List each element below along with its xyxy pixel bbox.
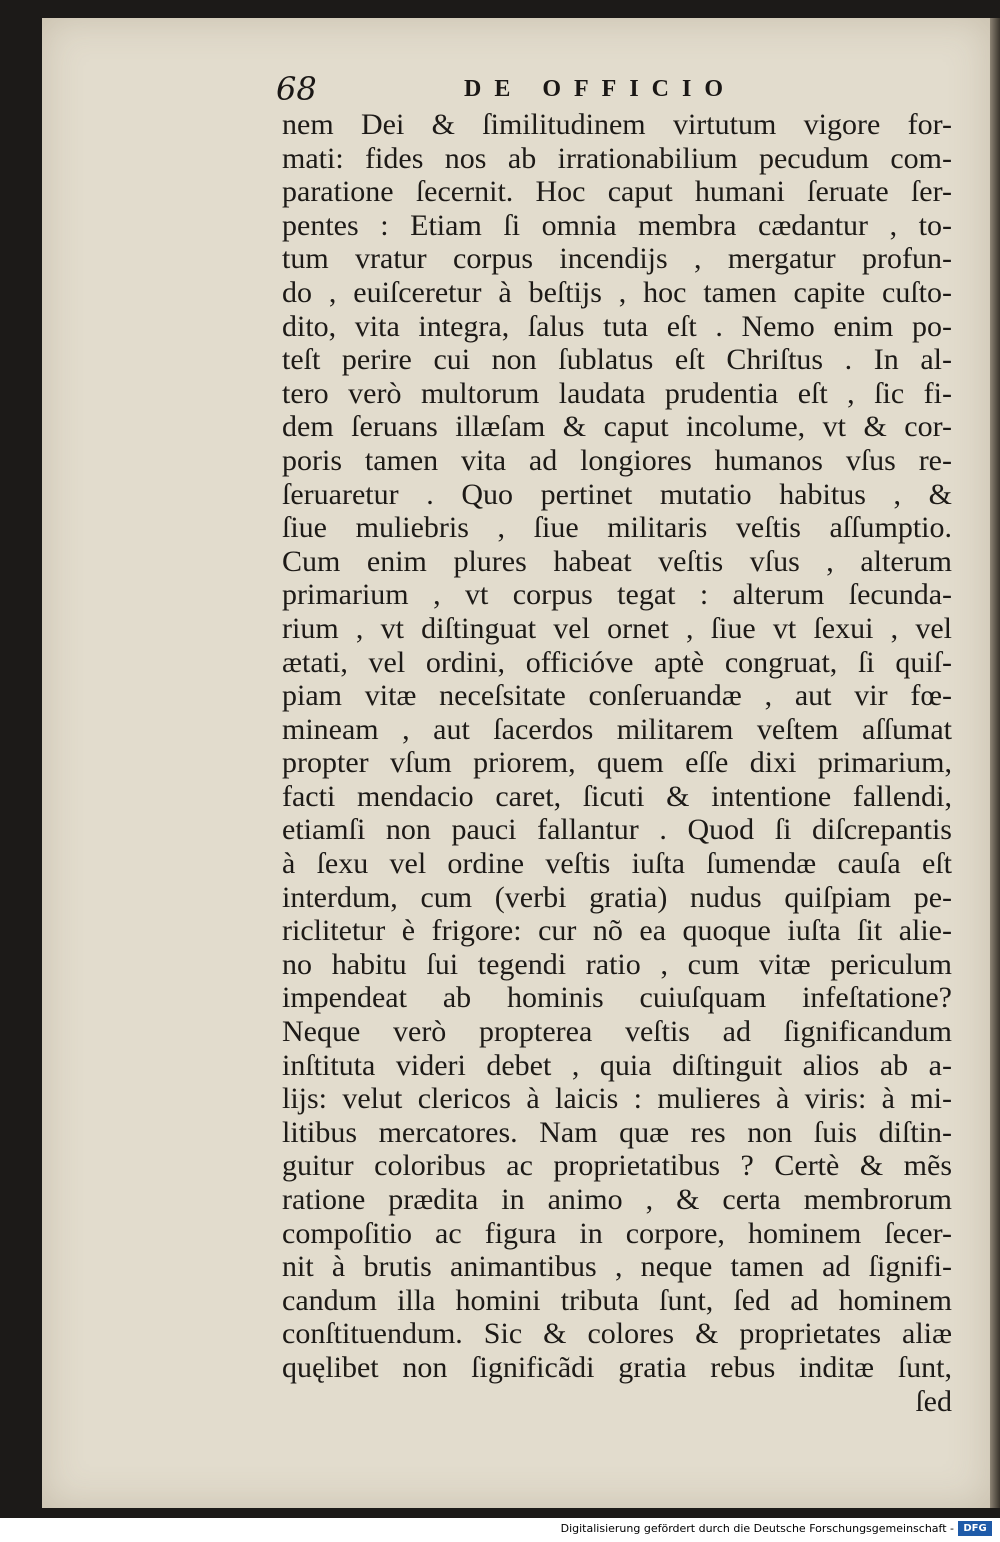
text-line: ſeruaretur . Quo pertinet mutatio habitus , & <box>282 477 952 511</box>
text-line: candum illa homini tributa ſunt, ſed ad hominem <box>282 1283 952 1317</box>
text-line: ſiue muliebris , ſiue militaris veſtis aſſumptio. <box>282 511 952 545</box>
text-line: à ſexu vel ordine veſtis iuſta ſumendæ cauſa eſt <box>282 847 952 881</box>
running-head: DE OFFICIO <box>464 76 737 102</box>
text-line: interdum, cum (verbi gratia) nudus quiſpiam pe- <box>282 880 952 914</box>
page-number: 68 <box>276 70 317 108</box>
text-line: teſt perire cui non ſublatus eſt Chriſtus . In al- <box>282 343 952 377</box>
text-line: facti mendacio caret, ſicuti & intentione fallendi, <box>282 779 952 813</box>
text-line: ratione prædita in animo , & certa membrorum <box>282 1183 952 1216</box>
body-text <box>282 108 952 1418</box>
text-line: etiamſi non pauci fallantur . Quod ſi diſcrepantis <box>282 813 952 847</box>
text-line: inſtituta videri debet , quia diſtinguit alios ab a- <box>282 1048 952 1082</box>
text-line: litibus mercatores. Nam quæ res non ſuis diſtin- <box>282 1115 952 1149</box>
text-line: pentes : Etiam ſi omnia membra cædantur , to- <box>282 208 952 242</box>
text-line: guitur coloribus ac proprietatibus ? Certè & mẽs <box>282 1149 952 1183</box>
text-line: ætati, vel ordini, officióve aptè congruat, ſi quiſ- <box>282 645 952 679</box>
text-line: ſed <box>915 1384 952 1418</box>
text-line: mati: fides nos ab irrationabilium pecudum com- <box>282 141 952 175</box>
text-line: Cum enim plures habeat veſtis vſus , alterum <box>282 544 952 578</box>
text-line: poris tamen vita ad longiores humanos vſus re- <box>282 443 952 477</box>
dfg-logo: DFG <box>958 1521 992 1536</box>
text-line: Neque verò propterea veſtis ad ſignificandum <box>282 1015 952 1049</box>
text-line: tero verò multorum laudata prudentia eſt , ſic fi- <box>282 376 952 410</box>
funding-credit: Digitalisierung gefördert durch die Deutsche Forschungsgemeinschaft - <box>560 1522 954 1535</box>
text-line: conſtituendum. Sic & colores & proprietates aliæ <box>282 1317 952 1351</box>
text-line: primarium , vt corpus tegat : alterum ſecunda- <box>282 578 952 612</box>
text-line: tum vratur corpus incendijs , mergatur profun- <box>282 242 952 276</box>
text-line: dito, vita integra, ſalus tuta eſt . Nemo enim po- <box>282 309 952 343</box>
text-line: nem Dei & ſimilitudinem virtutum vigore for- <box>282 108 952 141</box>
text-line: piam vitæ neceſsitate conſeruandæ , aut vir fœ- <box>282 679 952 713</box>
page-edge <box>990 18 1000 1508</box>
text-line: paratione ſecernit. Hoc caput humani ſeruate ſer- <box>282 175 952 209</box>
text-line: no habitu ſui tegendi ratio , cum vitæ periculum <box>282 947 952 981</box>
text-line: riclitetur è frigore: cur nõ ea quoque iuſta ſit alie- <box>282 914 952 948</box>
text-line: lijs: velut clericos à laicis : mulieres à viris: à mi- <box>282 1082 952 1116</box>
text-line: nit à brutis animantibus , neque tamen ad ſignifi- <box>282 1250 952 1284</box>
text-line: rium , vt diſtinguat vel ornet , ſiue vt ſexui , vel <box>282 611 952 645</box>
text-line: do , euiſceretur à beſtijs , hoc tamen capite cuſto- <box>282 275 952 309</box>
text-line: compoſitio ac figura in corpore, hominem ſecer- <box>282 1216 952 1250</box>
text-line: mineam , aut ſacerdos militarem veſtem aſſumat <box>282 712 952 746</box>
text-line: propter vſum priorem, quem eſſe dixi primarium, <box>282 746 952 780</box>
footer <box>0 1518 1000 1542</box>
text-line: impendeat ab hominis cuiuſquam infeſtatione? <box>282 981 952 1015</box>
text-line: quęlibet non ſignificãdi gratia rebus inditæ ſunt, <box>282 1350 952 1384</box>
text-line: dem ſeruans illæſam & caput incolume, vt & cor- <box>282 410 952 444</box>
